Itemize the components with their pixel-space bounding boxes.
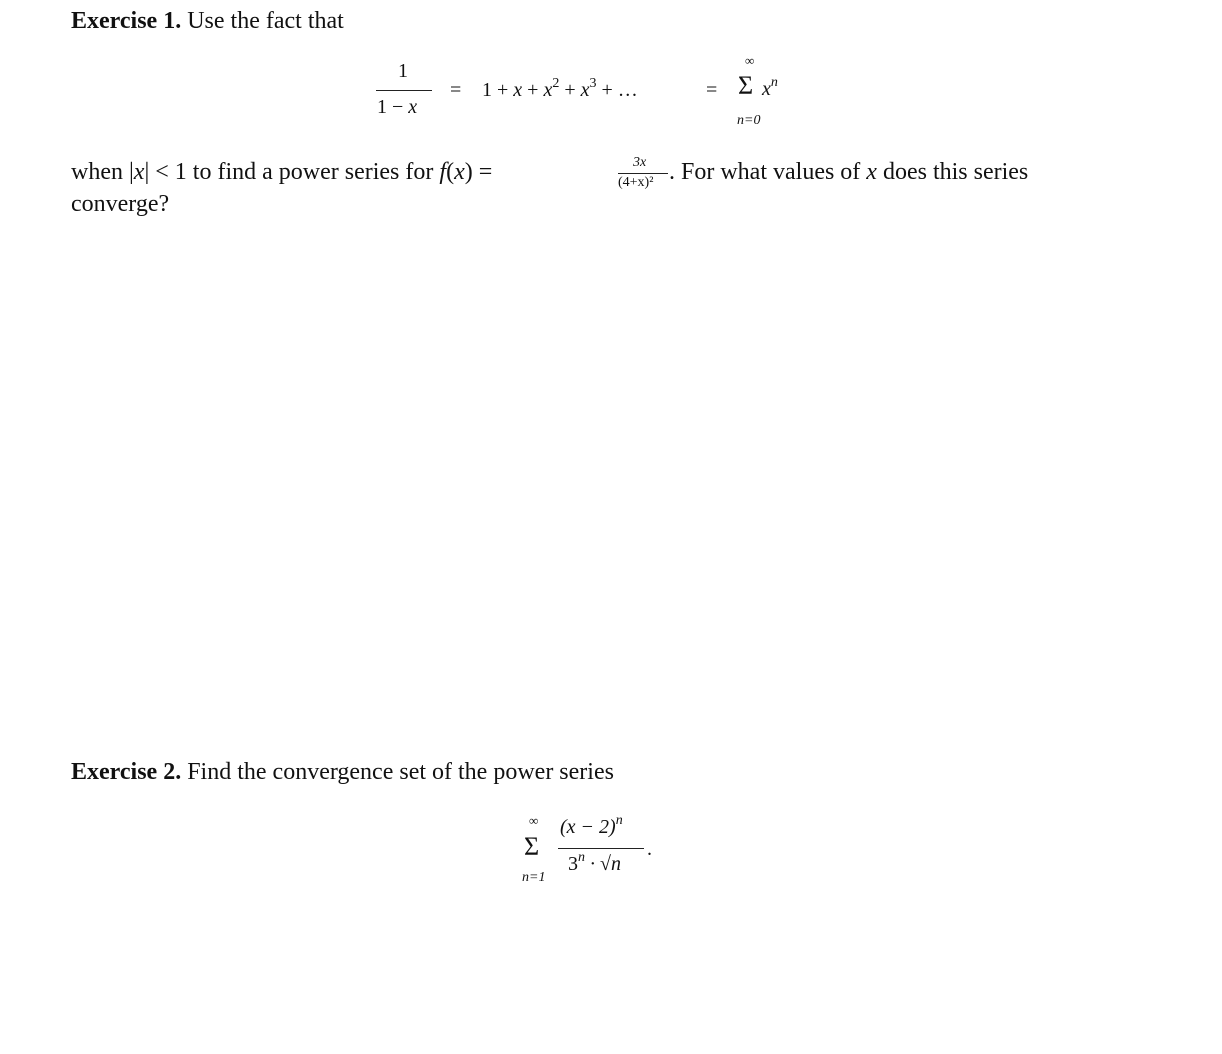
exercise-1-label: Exercise 1. (71, 8, 182, 34)
series-fraction-bar (558, 848, 644, 849)
sum-upper-limit-2: ∞ (529, 813, 539, 828)
exercise-1-text: Use the fact that (187, 8, 344, 34)
equals-sign-1: = (450, 79, 462, 101)
series-denominator: $3^n \cdot √n$ (568, 850, 621, 875)
exercise-1-intro (71, 5, 344, 37)
exercise-2-label: Exercise 2. (71, 759, 182, 785)
series-numerator: $(x - 2)^n$ (560, 813, 623, 838)
exercise-1-question-end: converge? (71, 191, 170, 217)
function-denominator: (4+x)² (618, 175, 654, 190)
equals-sign-2: = (706, 79, 718, 101)
fraction-numerator: 1 (398, 60, 408, 82)
sigma-symbol: Σ (738, 71, 754, 100)
sigma-symbol-2: Σ (524, 832, 540, 861)
sum-lower-limit-2: n=1 (522, 870, 546, 885)
sum-term: $x^n$ (762, 75, 778, 100)
series-expansion: $1 + x + x^2 + x^3$ + … (482, 76, 638, 101)
sum-upper-limit: ∞ (745, 53, 755, 68)
exercise-2-text: Find the convergence set of the power series (187, 759, 614, 785)
exercise-1-question-cont: . For what values of x does this series (669, 159, 1029, 185)
function-numerator: 3x (633, 155, 647, 170)
sum-lower-limit: n=0 (737, 113, 761, 128)
fraction-bar (376, 90, 432, 91)
fraction-denominator: 1 − x (377, 96, 418, 118)
formula-period: . (647, 838, 652, 860)
function-fraction-bar (618, 173, 668, 174)
exercise-1-question: when |x| < 1 to find a power series for f(x) = (71, 159, 493, 185)
exercise-2-intro (71, 756, 614, 788)
